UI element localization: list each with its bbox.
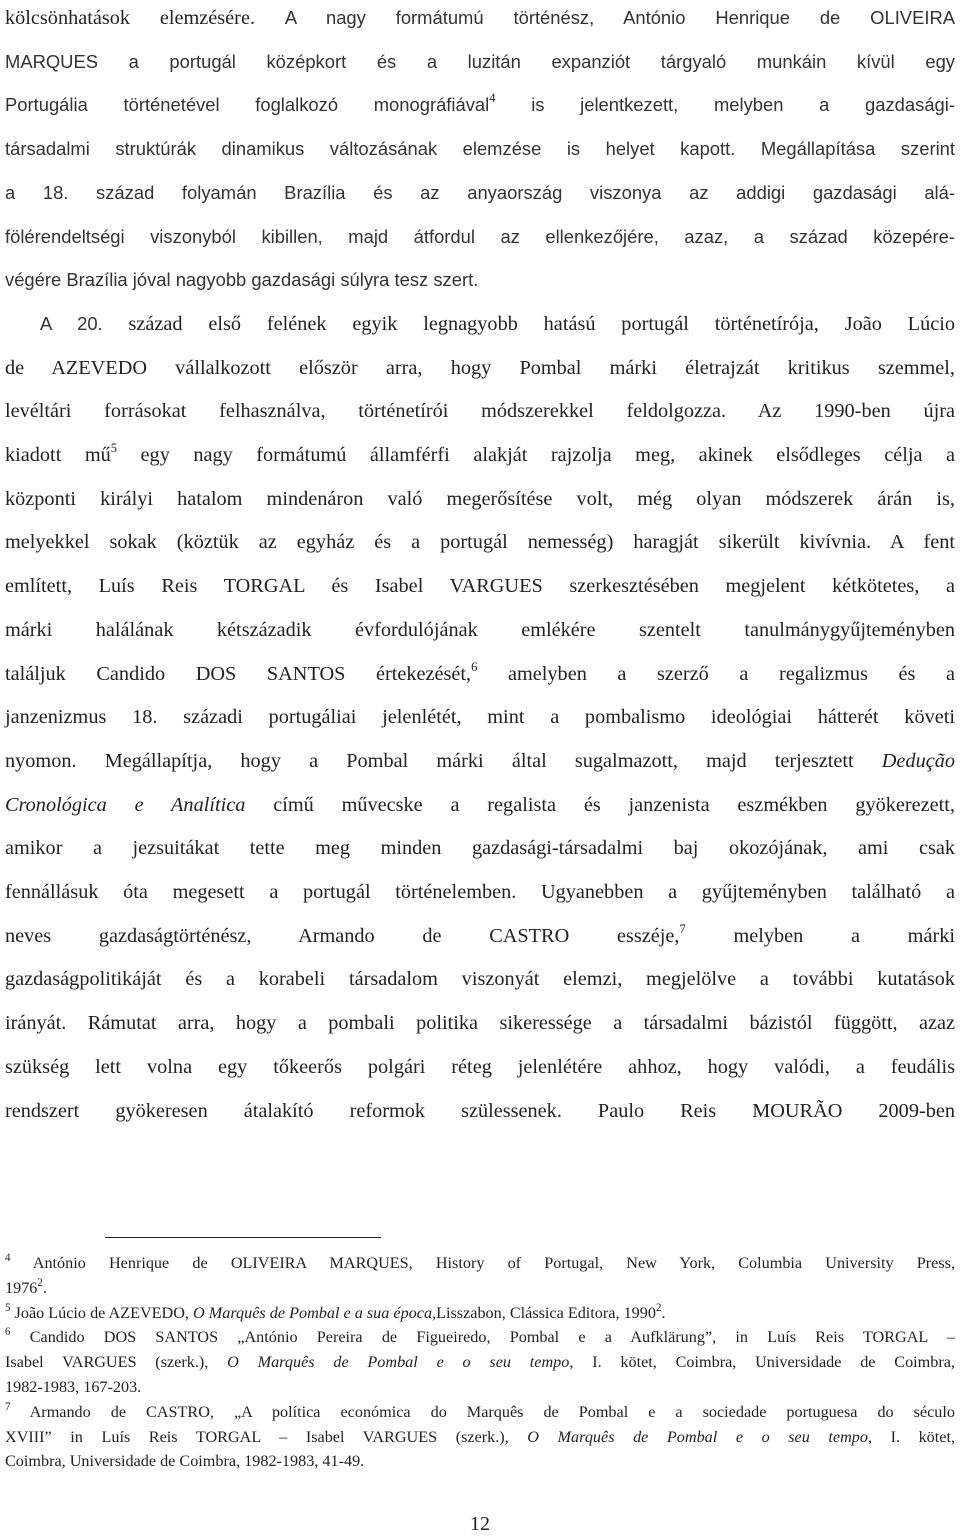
body-line <box>40 308 955 340</box>
body-line <box>5 133 955 165</box>
body-text: rendszert gyökeresen átalakító reformok szülessenek. Paulo Reis MOURÃO 2009-ben <box>5 1099 955 1122</box>
body-text: központi királyi hatalom mindenáron való megerősítése volt, még olyan módszerek árán is, <box>5 487 955 510</box>
footnote-line <box>5 1326 955 1348</box>
body-text: társadalmi struktúrák dinamikus változásának elemzése is helyet kapott. Megállapítása szerint <box>5 138 955 160</box>
footnote-text: 1982-1983, 167-203. <box>5 1378 142 1396</box>
body-line <box>5 89 955 121</box>
body-line <box>5 526 955 558</box>
footnote-text: XVIII” in Luís Reis TORGAL – Isabel VARGUES (szerk.), <box>5 1427 528 1446</box>
footnote-text: João Lúcio de AZEVEDO, <box>10 1303 194 1322</box>
body-line <box>5 614 955 646</box>
body-text: említett, Luís Reis TORGAL és Isabel VARGUES szerkesztésében megjelent kétkötetes, a <box>5 575 955 598</box>
footnote-text: O Marquês de Pombal e o seu tempo <box>227 1353 570 1372</box>
footnote-text: O Marquês de Pombal e a sua época, <box>193 1303 437 1322</box>
footnote-ref: 6 <box>471 659 478 674</box>
body-text: levéltári forrásokat felhasználva, történetírói módszerekkel feldolgozza. Az 1990-ben újra <box>5 400 955 423</box>
body-text: márki halálának kétszázadik évfordulójának emlékére szentelt tanulmánygyűjteményben <box>5 618 955 641</box>
body-text: század első felének egyik legnagyobb hatású portugál történetírója, João Lúcio <box>128 312 955 335</box>
body-line <box>5 920 955 952</box>
body-line <box>5 352 955 384</box>
body-text: egy nagy formátumú államférfi alakját rajzolja meg, akinek elsődleges célja a <box>117 444 955 466</box>
body-line <box>5 264 955 296</box>
body-text: Dedução <box>881 749 955 772</box>
body-line <box>5 2 955 34</box>
body-text: nyomon. Megállapítja, hogy a Pombal márki által sugalmazott, majd terjesztett <box>5 749 882 772</box>
body-line <box>5 963 955 995</box>
footnote-text: Candido DOS SANTOS „António Pereira de Figueiredo, Pombal e a Aufklärung”, in Luís Reis TORGAL – <box>10 1328 955 1347</box>
body-text: találjuk Candido DOS SANTOS értekezését, <box>5 662 472 685</box>
footnote-text: Isabel VARGUES (szerk.), <box>5 1353 228 1372</box>
footnote-text: O Marquês de Pombal e o seu tempo <box>527 1427 868 1446</box>
footnote-ref: 4 <box>489 91 496 106</box>
footnote-line <box>5 1401 955 1423</box>
body-text: is jelentkezett, melyben a gazdasági- <box>495 94 955 116</box>
body-text: de AZEVEDO vállalkozott először arra, hogy Pombal márki életrajzát kritikus szemmel, <box>5 356 955 379</box>
body-line <box>5 439 955 471</box>
footnote-ref: 7 <box>5 1400 11 1413</box>
body-line <box>5 745 955 777</box>
footnote-ref: 7 <box>679 921 686 936</box>
body-text: irányát. Rámutat arra, hogy a pombali politika sikeressége a társadalmi bázistól függött, azaz <box>5 1012 955 1035</box>
footnote-line <box>5 1277 955 1299</box>
footnote-text: . <box>42 1278 47 1297</box>
body-text: a 18. század folyamán Brazília és az anyaország viszonya az addigi gazdasági alá- <box>5 181 955 203</box>
body-text: neves gazdaságtörténész, Armando de CASTRO esszéje, <box>5 924 680 947</box>
body-text: kiadott mű <box>5 444 111 466</box>
body-text: MARQUES a portugál középkort és a luzitán expanziót tárgyaló munkáin kívül egy <box>5 50 955 72</box>
body-text: Cronológica e Analítica <box>5 793 246 816</box>
body-line <box>5 832 955 864</box>
body-line <box>5 876 955 908</box>
footnote-line <box>5 1351 955 1373</box>
footnote-ref: 5 <box>5 1301 11 1314</box>
body-line <box>5 395 955 427</box>
body-line <box>5 1095 955 1127</box>
footnote-text: , I. kötet, Coimbra, Universidade de Coimbra, <box>569 1353 955 1372</box>
footnote-text: António Henrique de OLIVEIRA MARQUES, History of Portugal, New York, Columbia University Press, <box>10 1254 955 1272</box>
page-number: 12 <box>470 1513 490 1535</box>
body-text: amelyben a szerző a regalizmus és a <box>477 662 956 685</box>
body-text: című művecske a regalista és janzenista eszmékben gyökerezett, <box>245 793 955 816</box>
footnote-line <box>5 1302 955 1324</box>
footnote-ref: 5 <box>110 440 118 455</box>
footnote-text: 1976 <box>5 1278 38 1297</box>
body-text: kölcsönhatások elemzésére. <box>5 7 285 29</box>
body-line <box>5 1051 955 1083</box>
footnote-ref: 2 <box>655 1301 662 1314</box>
body-text: janzenizmus 18. századi portugáliai jelenlétét, mint a pombalismo ideológiai hátterét követi <box>5 706 955 729</box>
footnote-text: Armando de CASTRO, „A política económica do Marquês de Pombal e a sociedade portuguesa do século <box>10 1402 955 1421</box>
footnote-text: . <box>661 1303 666 1322</box>
footnote-ref: 4 <box>5 1252 11 1265</box>
footnote-ref: 6 <box>5 1326 11 1339</box>
body-line <box>5 177 955 209</box>
footnote-line <box>5 1376 955 1398</box>
body-text: melyben a márki <box>685 924 955 947</box>
body-text: végére Brazília jóval nagyobb gazdasági súlyra tesz szert. <box>5 269 479 291</box>
body-line <box>5 789 955 821</box>
body-line <box>5 221 955 253</box>
body-text: Portugália történetével foglalkozó monográfiával <box>5 94 490 116</box>
body-text: melyekkel sokak (köztük az egyház és a portugál nemesség) haragját sikerült kivívnia. A fent <box>5 531 955 554</box>
body-line <box>5 1007 955 1039</box>
footnote-text: Lisszabon, Clássica Editora, 1990 <box>436 1303 656 1322</box>
footnote-line <box>5 1426 955 1448</box>
body-text: amikor a jezsuitákat tette meg minden gazdasági-társadalmi baj okozójának, ami csak <box>5 837 955 860</box>
body-line <box>5 570 955 602</box>
footnote-separator <box>105 1237 381 1238</box>
body-text: gazdaságpolitikáját és a korabeli társadalom viszonyát elemzi, megjelölve a további kutatások <box>5 968 955 991</box>
body-line <box>5 658 955 690</box>
body-text: fennállásuk óta megesett a portugál történelemben. Ugyanebben a gyűjteményben található a <box>5 881 955 903</box>
body-text: A 20. <box>40 312 129 334</box>
body-text: A nagy formátumú történész, António Henrique de OLIVEIRA <box>284 7 955 28</box>
footnote-ref: 2 <box>37 1276 43 1289</box>
body-text: szükség lett volna egy tőkeerős polgári réteg jelenlétére ahhoz, hogy valódi, a feudális <box>5 1055 955 1078</box>
body-text: fölérendeltségi viszonyból kibillen, majd átfordul az ellenkezőjére, azaz, a század közepére- <box>5 225 955 247</box>
footnote-line <box>5 1450 955 1472</box>
body-line <box>5 483 955 515</box>
footnote-line <box>5 1252 955 1274</box>
body-line <box>5 46 955 78</box>
footnote-text: Coimbra, Universidade de Coimbra, 1982-1983, 41-49. <box>5 1452 365 1471</box>
body-line <box>5 701 955 733</box>
footnote-text: , I. kötet, <box>867 1427 956 1446</box>
